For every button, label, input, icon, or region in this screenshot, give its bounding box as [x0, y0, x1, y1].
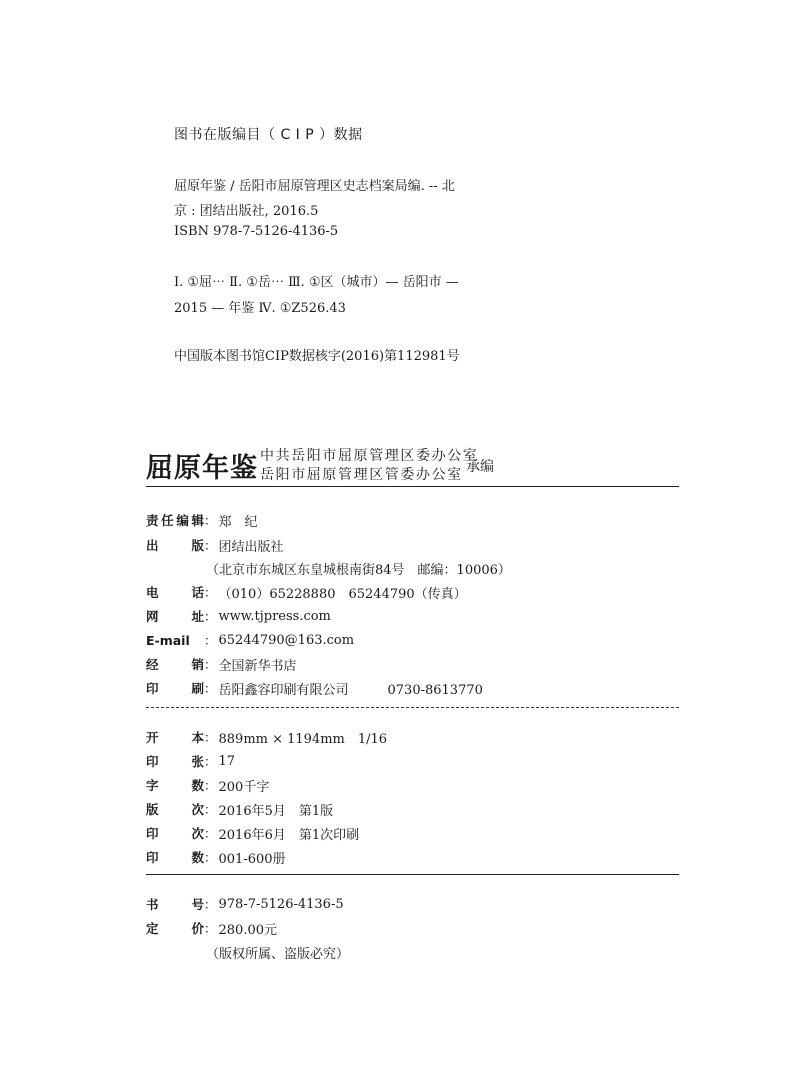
row-colon: ：: [204, 538, 217, 553]
pub-row-publisher: [146, 535, 284, 555]
row-value: 978-7-5126-4136-5: [218, 896, 344, 912]
row-value: 团结出版社: [218, 539, 284, 555]
spec-row-wordcount: [146, 775, 269, 795]
pub-row-address: [206, 558, 511, 578]
section-divider-solid: [146, 874, 679, 875]
cip-line-3: ISBN 978-7-5126-4136-5: [174, 224, 339, 239]
row-colon: ：: [204, 778, 217, 793]
row-value: www.tjpress.com: [218, 608, 331, 624]
row-label: 印 张: [146, 754, 204, 769]
spec-row-edition: [146, 799, 333, 819]
price-row-price: [146, 918, 277, 938]
row-value: （北京市东城区东皇城根南街84号 邮编：10006）: [206, 562, 511, 578]
cip-line-2: 京 : 团结出版社, 2016.5: [174, 204, 319, 219]
row-label: 开 本: [146, 730, 204, 745]
row-label: 网 址: [146, 609, 204, 624]
price-row-copyright: [206, 942, 349, 962]
spec-row-copies: [146, 847, 286, 867]
pub-row-website: [146, 606, 331, 626]
row-value: 200千字: [218, 779, 270, 795]
row-colon: ：: [204, 897, 217, 912]
cip-line-4: Ⅰ. ①屈⋯ Ⅱ. ①岳⋯ Ⅲ. ①区（城市）— 岳阳市 —: [174, 275, 459, 290]
row-colon: ：: [204, 802, 217, 817]
row-label: 经 销: [146, 657, 204, 672]
row-label: 印 数: [146, 850, 204, 865]
row-colon: ：: [204, 681, 217, 696]
row-colon: ：: [204, 609, 217, 624]
cip-line-6: 中国版本图书馆CIP数据核字(2016)第112981号: [174, 349, 460, 364]
row-value: 郑 纪: [218, 514, 258, 530]
cip-line-5: 2015 — 年鉴 Ⅳ. ①Z526.43: [174, 301, 346, 316]
row-value: 280.00元: [218, 922, 278, 938]
row-colon: ：: [204, 850, 217, 865]
row-value: 001-600册: [218, 851, 286, 867]
row-value: （010）65228880 65244790（传真）: [218, 586, 467, 602]
row-value: 岳阳鑫容印刷有限公司 0730-8613770: [218, 682, 483, 698]
pub-row-phone: [146, 582, 467, 602]
row-colon: ：: [204, 585, 217, 600]
row-value: 2016年6月 第1次印刷: [218, 827, 360, 843]
row-label: 字 数: [146, 778, 204, 793]
row-label: 出 版: [146, 538, 204, 553]
pub-row-editor: [146, 510, 258, 530]
editor-role: 承编: [466, 459, 494, 475]
cip-line-1: 屈原年鉴 / 岳阳市屈原管理区史志档案局编. -- 北: [174, 179, 455, 194]
row-colon: ：: [204, 657, 217, 672]
row-value: 2016年5月 第1版: [218, 803, 334, 819]
book-title: 屈原年鉴: [146, 453, 258, 484]
section-divider-dashed: [146, 707, 679, 708]
cip-heading: 图书在版编目（ C I P ）数据: [174, 127, 363, 143]
pub-row-email: [146, 630, 354, 650]
row-value: 17: [218, 753, 236, 769]
row-colon: ：: [204, 921, 217, 936]
row-label: 印 次: [146, 826, 204, 841]
row-colon: ：: [204, 513, 217, 528]
row-label: 责任编辑: [146, 513, 204, 528]
title-divider: [146, 486, 679, 487]
row-value: 全国新华书店: [218, 658, 297, 674]
pub-row-distributor: [146, 654, 297, 674]
spec-row-sheets: [146, 751, 235, 771]
row-label: 定 价: [146, 921, 204, 936]
price-row-isbn: [146, 894, 344, 914]
row-value: 889mm × 1194mm 1/16: [218, 731, 388, 747]
row-value: （版权所属、盗版必究）: [206, 946, 350, 962]
row-label: E-mail: [146, 632, 190, 648]
spec-row-format: [146, 727, 387, 747]
row-label: 版 次: [146, 802, 204, 817]
pub-row-printer: [146, 678, 483, 698]
row-colon: ：: [204, 633, 217, 648]
spec-row-printing: [146, 823, 359, 843]
row-value: 65244790@163.com: [218, 632, 355, 648]
row-colon: ：: [204, 754, 217, 769]
row-colon: ：: [204, 730, 217, 745]
row-label: 印 刷: [146, 681, 204, 696]
org-line-2: 岳阳市屈原管理区管委办公室: [260, 467, 463, 483]
org-line-1: 中共岳阳市屈原管理区委办公室: [260, 448, 479, 464]
row-colon: ：: [204, 826, 217, 841]
row-label: 电 话: [146, 585, 204, 600]
row-label: 书 号: [146, 897, 204, 912]
